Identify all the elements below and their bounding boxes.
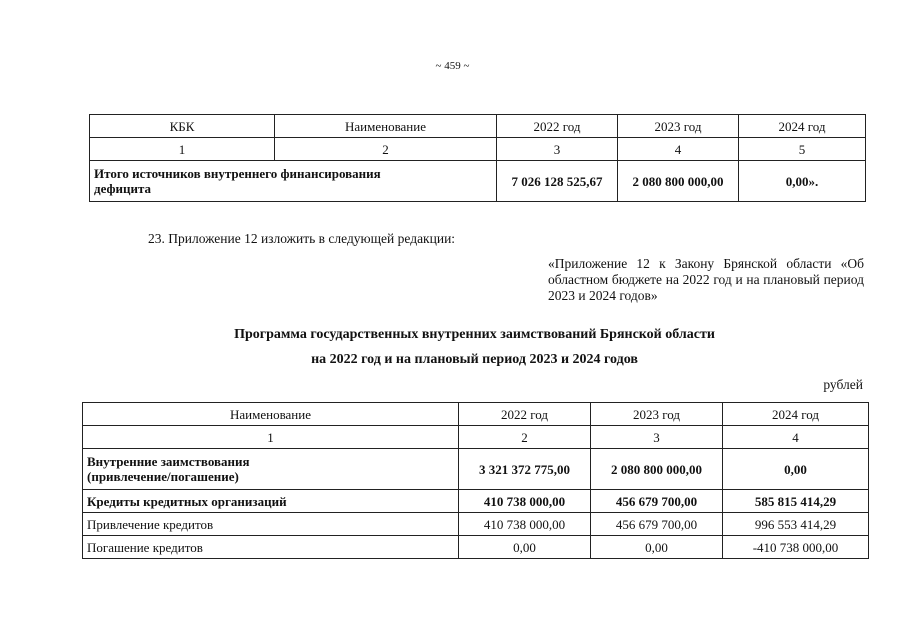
header-name: Наименование (275, 115, 497, 138)
row-2023: 2 080 800 000,00 (591, 449, 723, 490)
column-number-row (83, 426, 869, 449)
document-title-line1: Программа государственных внутренних заимствований Брянской области (234, 327, 715, 342)
table-row (83, 536, 869, 559)
column-number: 3 (591, 426, 723, 449)
column-number: 1 (90, 138, 275, 161)
total-2024: 0,00». (739, 161, 866, 202)
column-number-row (90, 138, 866, 161)
column-number: 3 (497, 138, 618, 161)
table-row (83, 449, 869, 490)
table-header-row (83, 403, 869, 426)
header-name: Наименование (83, 403, 459, 426)
header-2022: 2022 год (497, 115, 618, 138)
document-title-line2: на 2022 год и на плановый период 2023 и 2024 годов (311, 352, 638, 367)
row-name: Погашение кредитов (83, 536, 459, 559)
table-row (83, 513, 869, 536)
row-2024: -410 738 000,00 (723, 536, 869, 559)
column-number: 2 (459, 426, 591, 449)
borrowings-table (82, 402, 869, 559)
amendment-paragraph: 23. Приложение 12 изложить в следующей редакции: (148, 231, 456, 246)
column-number: 4 (723, 426, 869, 449)
unit-label: рублей (823, 377, 863, 392)
column-number: 2 (275, 138, 497, 161)
row-2024: 0,00 (723, 449, 869, 490)
header-kbk: КБК (90, 115, 275, 138)
row-2024: 996 553 414,29 (723, 513, 869, 536)
total-2023: 2 080 800 000,00 (618, 161, 739, 202)
table-header-row (90, 115, 866, 138)
column-number: 1 (83, 426, 459, 449)
header-2024: 2024 год (739, 115, 866, 138)
sources-table (89, 114, 866, 202)
row-name: Привлечение кредитов (83, 513, 459, 536)
row-2022: 0,00 (459, 536, 591, 559)
header-2024: 2024 год (723, 403, 869, 426)
row-2022: 3 321 372 775,00 (459, 449, 591, 490)
row-2022: 410 738 000,00 (459, 513, 591, 536)
total-label: Итого источников внутреннего финансирования дефицита (90, 161, 497, 202)
column-number: 5 (739, 138, 866, 161)
page-number: ~ 459 ~ (435, 60, 470, 72)
header-2023: 2023 год (618, 115, 739, 138)
row-name: Кредиты кредитных организаций (83, 490, 459, 513)
appendix-note: «Приложение 12 к Закону Брянской области «Об областном бюджете на 2022 год и на плановый период 2023 и 2024 годов» (548, 256, 864, 303)
column-number: 4 (618, 138, 739, 161)
row-name: Внутренние заимствования (привлечение/погашение) (83, 449, 459, 490)
total-row (90, 161, 866, 202)
header-2023: 2023 год (591, 403, 723, 426)
row-2024: 585 815 414,29 (723, 490, 869, 513)
row-2023: 456 679 700,00 (591, 513, 723, 536)
total-2022: 7 026 128 525,67 (497, 161, 618, 202)
row-2022: 410 738 000,00 (459, 490, 591, 513)
row-2023: 456 679 700,00 (591, 490, 723, 513)
header-2022: 2022 год (459, 403, 591, 426)
row-2023: 0,00 (591, 536, 723, 559)
table-row (83, 490, 869, 513)
